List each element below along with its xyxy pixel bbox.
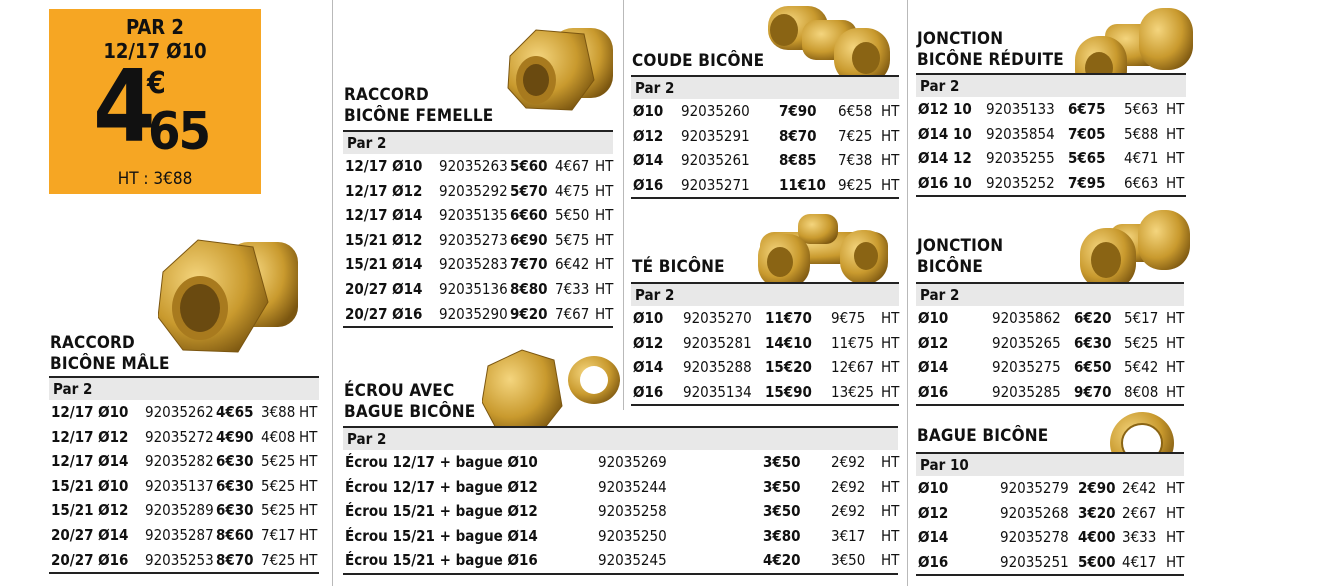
product-price: 6€75	[1068, 100, 1106, 118]
ht-suffix: HT	[595, 181, 614, 200]
product-price: 8€60	[216, 525, 254, 544]
product-ht-price: 5€17	[1124, 309, 1159, 327]
product-row	[343, 524, 898, 549]
section-title-coude: COUDE BICÔNE	[632, 51, 765, 71]
product-ht-price: 7€25	[838, 126, 873, 145]
product-price: 2€90	[1078, 479, 1116, 497]
product-size: Ø14	[918, 528, 949, 547]
par-header: Par 2	[916, 282, 1184, 306]
product-reference: 92035288	[683, 358, 752, 377]
product-price: 6€50	[1074, 358, 1112, 377]
product-ht-price: 5€25	[261, 452, 296, 471]
table-coude-bicone	[631, 75, 899, 199]
ht-suffix: HT	[1166, 124, 1185, 143]
ht-suffix: HT	[1166, 382, 1185, 401]
product-reference: 92035269	[598, 453, 667, 471]
product-row	[343, 228, 613, 253]
product-row	[916, 171, 1186, 196]
product-ht-price: 5€42	[1124, 358, 1159, 377]
table-ecrou-bague	[343, 426, 898, 575]
product-ht-price: 5€88	[1124, 124, 1159, 143]
product-ht-price: 3€17	[831, 526, 866, 545]
product-reference: 92035261	[681, 151, 750, 170]
product-reference: 92035292	[439, 181, 508, 200]
product-reference: 92035273	[439, 230, 508, 249]
product-size: Ø14	[918, 358, 949, 377]
ht-suffix: HT	[299, 476, 318, 495]
product-ht-price: 5€63	[1124, 100, 1159, 118]
table-raccord-male	[49, 376, 319, 574]
product-price: 8€85	[779, 151, 817, 170]
product-size: Ø10	[918, 309, 949, 327]
table-jonction-reduite	[916, 73, 1186, 197]
product-row	[343, 548, 898, 573]
product-reference: 92035245	[598, 551, 667, 570]
product-row	[631, 331, 899, 356]
product-reference: 92035255	[986, 149, 1055, 168]
ht-suffix: HT	[881, 358, 900, 377]
raccord-femelle-image	[506, 22, 616, 114]
product-row	[49, 523, 319, 548]
product-size: 15/21 Ø12	[51, 501, 129, 520]
title-line: BICÔNE FEMELLE	[344, 106, 494, 126]
raccord-male-image	[158, 232, 303, 362]
title-line: BICÔNE	[917, 257, 984, 277]
product-row	[916, 501, 1184, 526]
product-size: Écrou 15/21 + bague Ø14	[345, 526, 538, 545]
product-size: 12/17 Ø14	[51, 452, 129, 471]
product-row	[916, 550, 1184, 575]
product-ht-price: 7€38	[838, 151, 873, 170]
ht-suffix: HT	[299, 501, 318, 520]
product-price: 7€05	[1068, 124, 1106, 143]
ht-suffix: HT	[595, 230, 614, 249]
product-reference: 92035282	[145, 452, 214, 471]
product-price: 8€80	[510, 279, 548, 298]
product-ht-price: 2€67	[1122, 503, 1157, 522]
product-row	[343, 179, 613, 204]
product-price: 4€20	[763, 551, 801, 570]
product-ht-price: 3€50	[831, 551, 866, 570]
product-row	[631, 124, 899, 149]
ht-suffix: HT	[299, 525, 318, 544]
product-reference: 92035287	[145, 525, 214, 544]
product-price: 15€20	[765, 358, 812, 377]
product-row	[343, 450, 898, 475]
product-reference: 92035244	[598, 477, 667, 496]
product-size: 20/27 Ø16	[345, 304, 423, 323]
product-row	[916, 97, 1186, 122]
product-size: 20/27 Ø14	[345, 279, 423, 298]
product-reference: 92035854	[986, 124, 1055, 143]
ht-suffix: HT	[1166, 309, 1185, 327]
product-reference: 92035262	[145, 403, 214, 421]
product-price: 7€95	[1068, 173, 1106, 192]
par-header: Par 2	[49, 376, 319, 400]
product-reference: 92035136	[439, 279, 508, 298]
product-price: 8€70	[779, 126, 817, 145]
product-row	[916, 122, 1186, 147]
product-reference: 92035263	[439, 157, 508, 175]
ht-suffix: HT	[299, 452, 318, 471]
product-ht-price: 8€08	[1124, 382, 1159, 401]
product-size: Ø10	[633, 309, 664, 327]
product-reference: 92035289	[145, 501, 214, 520]
ht-suffix: HT	[299, 403, 318, 421]
product-reference: 92035272	[145, 427, 214, 446]
product-price: 11€10	[779, 175, 826, 194]
product-row	[49, 498, 319, 523]
column-divider	[907, 0, 908, 586]
section-title-te: TÉ BICÔNE	[632, 257, 725, 277]
product-size: Ø14 10	[918, 124, 972, 143]
section-title-jonction	[917, 236, 1003, 278]
product-price: 3€20	[1078, 503, 1116, 522]
product-row	[49, 425, 319, 450]
product-ht-price: 7€67	[555, 304, 590, 323]
par-header: Par 2	[343, 130, 613, 154]
product-price: 4€65	[216, 403, 254, 421]
product-ht-price: 11€75	[831, 333, 874, 352]
ht-suffix: HT	[881, 126, 900, 145]
title-line: BAGUE BICÔNE	[344, 402, 476, 422]
section-title-male	[50, 333, 170, 375]
product-row	[343, 154, 613, 179]
product-reference: 92035268	[1000, 503, 1069, 522]
product-row	[916, 380, 1184, 405]
table-jonction-bicone	[916, 282, 1184, 406]
product-ht-price: 3€88	[261, 403, 296, 421]
product-ht-price: 2€92	[831, 453, 866, 471]
promo-price-box	[49, 9, 261, 194]
product-row	[49, 548, 319, 573]
product-ht-price: 7€17	[261, 525, 296, 544]
product-ht-price: 4€71	[1124, 149, 1159, 168]
ht-suffix: HT	[881, 333, 900, 352]
product-ht-price: 9€75	[831, 309, 866, 327]
ht-suffix: HT	[1166, 173, 1185, 192]
product-size: Ø14	[633, 151, 664, 170]
product-size: 12/17 Ø12	[345, 181, 423, 200]
product-row	[916, 355, 1184, 380]
product-size: Ø12	[633, 126, 664, 145]
product-row	[916, 476, 1184, 501]
ht-suffix: HT	[881, 102, 900, 120]
product-ht-price: 2€42	[1122, 479, 1157, 497]
section-title-ecrou	[344, 381, 475, 423]
product-ht-price: 7€33	[555, 279, 590, 298]
product-size: Ø12	[918, 333, 949, 352]
product-reference: 92035278	[1000, 528, 1069, 547]
product-row	[49, 474, 319, 499]
column-divider	[332, 0, 333, 586]
product-price: 3€50	[763, 477, 801, 496]
title-line: RACCORD	[344, 85, 429, 105]
product-price: 6€60	[510, 206, 548, 225]
product-row	[343, 252, 613, 277]
product-ht-price: 4€67	[555, 157, 590, 175]
product-ht-price: 13€25	[831, 382, 874, 401]
product-reference: 92035258	[598, 502, 667, 521]
product-ht-price: 5€75	[555, 230, 590, 249]
product-price: 5€00	[1078, 552, 1116, 571]
product-reference: 92035252	[986, 173, 1055, 192]
ht-suffix: HT	[595, 279, 614, 298]
product-reference: 92035270	[683, 309, 752, 327]
product-price: 6€90	[510, 230, 548, 249]
product-price: 6€30	[1074, 333, 1112, 352]
product-reference: 92035135	[439, 206, 508, 225]
table-raccord-femelle	[343, 130, 613, 328]
ht-suffix: HT	[1166, 100, 1185, 118]
product-price: 7€90	[779, 102, 817, 120]
product-size: Ø16 10	[918, 173, 972, 192]
product-size: Ø14 12	[918, 149, 972, 168]
product-reference: 92035253	[145, 550, 214, 569]
ht-suffix: HT	[881, 526, 900, 545]
product-size: Ø16	[918, 382, 949, 401]
promo-quantity: PAR 2	[126, 15, 184, 39]
product-size: Ø16	[633, 175, 664, 194]
product-ht-price: 3€33	[1122, 528, 1157, 547]
product-row	[343, 277, 613, 302]
product-size: 15/21 Ø14	[345, 255, 423, 274]
product-price: 6€30	[216, 476, 254, 495]
product-reference: 92035285	[992, 382, 1061, 401]
product-ht-price: 4€75	[555, 181, 590, 200]
product-reference: 92035260	[681, 102, 750, 120]
ht-suffix: HT	[1166, 479, 1185, 497]
product-row	[343, 499, 898, 524]
product-size: 12/17 Ø14	[345, 206, 423, 225]
par-header: Par 2	[631, 282, 899, 306]
product-row	[631, 148, 899, 173]
product-ht-price: 7€25	[261, 550, 296, 569]
product-reference: 92035271	[681, 175, 750, 194]
ht-suffix: HT	[881, 309, 900, 327]
te-bicone-image	[758, 212, 890, 290]
ht-suffix: HT	[881, 453, 900, 471]
product-ht-price: 9€25	[838, 175, 873, 194]
product-price: 3€50	[763, 453, 801, 471]
product-row	[631, 306, 899, 331]
ht-suffix: HT	[595, 206, 614, 225]
product-row	[916, 146, 1186, 171]
ht-suffix: HT	[881, 502, 900, 521]
product-size: Ø12 10	[918, 100, 972, 118]
product-size: 15/21 Ø10	[51, 476, 129, 495]
section-title-bague: BAGUE BICÔNE	[917, 426, 1049, 446]
ht-suffix: HT	[1166, 358, 1185, 377]
product-price: 9€70	[1074, 382, 1112, 401]
section-title-femelle	[344, 85, 493, 127]
product-price: 15€90	[765, 382, 812, 401]
product-price: 14€10	[765, 333, 812, 352]
product-price: 6€30	[216, 501, 254, 520]
product-row	[49, 449, 319, 474]
ht-suffix: HT	[595, 157, 614, 175]
product-reference: 92035275	[992, 358, 1061, 377]
product-price: 4€00	[1078, 528, 1116, 547]
product-reference: 92035133	[986, 100, 1055, 118]
promo-currency: €	[147, 66, 166, 101]
product-size: Ø12	[918, 503, 949, 522]
promo-price-integer: 4	[93, 48, 152, 165]
product-row	[631, 99, 899, 124]
product-row	[631, 173, 899, 198]
product-ht-price: 6€63	[1124, 173, 1159, 192]
title-line: BICÔNE RÉDUITE	[917, 50, 1064, 70]
product-ht-price: 12€67	[831, 358, 874, 377]
product-size: Ø12	[633, 333, 664, 352]
product-price: 8€70	[216, 550, 254, 569]
product-size: 15/21 Ø12	[345, 230, 423, 249]
product-size: Écrou 12/17 + bague Ø12	[345, 477, 538, 496]
product-row	[916, 525, 1184, 550]
product-price: 6€20	[1074, 309, 1112, 327]
product-price: 5€65	[1068, 149, 1106, 168]
par-header: Par 10	[916, 452, 1184, 476]
product-reference: 92035134	[683, 382, 752, 401]
product-size: Écrou 15/21 + bague Ø16	[345, 551, 538, 570]
product-size: 20/27 Ø16	[51, 550, 129, 569]
ht-suffix: HT	[1166, 333, 1185, 352]
product-size: Ø10	[633, 102, 664, 120]
product-price: 5€70	[510, 181, 548, 200]
product-size: 12/17 Ø10	[51, 403, 129, 421]
ht-suffix: HT	[1166, 503, 1185, 522]
product-price: 11€70	[765, 309, 812, 327]
product-size: Ø16	[918, 552, 949, 571]
product-ht-price: 5€50	[555, 206, 590, 225]
product-ht-price: 4€17	[1122, 552, 1157, 571]
product-ht-price: 2€92	[831, 502, 866, 521]
promo-price-cents: 65	[148, 102, 210, 162]
product-reference: 92035251	[1000, 552, 1069, 571]
product-reference: 92035290	[439, 304, 508, 323]
product-size: Ø16	[633, 382, 664, 401]
title-line: JONCTION	[917, 236, 1004, 256]
product-price: 7€70	[510, 255, 548, 274]
product-size: 12/17 Ø10	[345, 157, 423, 175]
product-reference: 92035291	[681, 126, 750, 145]
product-size: 12/17 Ø12	[51, 427, 129, 446]
product-row	[916, 331, 1184, 356]
ht-suffix: HT	[881, 477, 900, 496]
ht-suffix: HT	[1166, 552, 1185, 571]
title-line: RACCORD	[50, 333, 135, 353]
table-te-bicone	[631, 282, 899, 406]
product-size: Ø14	[633, 358, 664, 377]
ht-suffix: HT	[595, 255, 614, 274]
product-reference: 92035283	[439, 255, 508, 274]
product-ht-price: 2€92	[831, 477, 866, 496]
ht-suffix: HT	[1166, 149, 1185, 168]
par-header: Par 2	[343, 426, 898, 450]
ht-suffix: HT	[595, 304, 614, 323]
product-row	[343, 475, 898, 500]
table-bague-bicone	[916, 452, 1184, 576]
promo-ht-price: HT : 3€88	[117, 169, 193, 189]
ht-suffix: HT	[1166, 528, 1185, 547]
product-row	[343, 302, 613, 327]
product-price: 5€60	[510, 157, 548, 175]
ht-suffix: HT	[299, 427, 318, 446]
product-price: 6€30	[216, 452, 254, 471]
title-line: JONCTION	[917, 29, 1004, 49]
product-row	[631, 380, 899, 405]
title-line: ÉCROU AVEC	[344, 381, 455, 401]
ecrou-bague-image	[482, 346, 622, 438]
product-size: Ø10	[918, 479, 949, 497]
ht-suffix: HT	[881, 175, 900, 194]
product-size: Écrou 15/21 + bague Ø12	[345, 502, 538, 521]
product-ht-price: 5€25	[261, 501, 296, 520]
product-price: 3€50	[763, 502, 801, 521]
ht-suffix: HT	[881, 382, 900, 401]
product-reference: 92035265	[992, 333, 1061, 352]
product-reference: 92035137	[145, 476, 214, 495]
product-ht-price: 4€08	[261, 427, 296, 446]
par-header: Par 2	[631, 75, 899, 99]
ht-suffix: HT	[881, 551, 900, 570]
product-row	[916, 306, 1184, 331]
product-reference: 92035279	[1000, 479, 1069, 497]
product-reference: 92035281	[683, 333, 752, 352]
column-divider	[623, 0, 624, 410]
product-row	[343, 203, 613, 228]
product-ht-price: 5€25	[261, 476, 296, 495]
product-ht-price: 5€25	[1124, 333, 1159, 352]
product-price: 4€90	[216, 427, 254, 446]
product-row	[49, 400, 319, 425]
product-price: 3€80	[763, 526, 801, 545]
product-row	[631, 355, 899, 380]
product-ht-price: 6€58	[838, 102, 873, 120]
product-size: 20/27 Ø14	[51, 525, 129, 544]
title-line: BICÔNE MÂLE	[50, 354, 170, 374]
product-reference: 92035250	[598, 526, 667, 545]
ht-suffix: HT	[881, 151, 900, 170]
product-price: 9€20	[510, 304, 548, 323]
product-size: Écrou 12/17 + bague Ø10	[345, 453, 538, 471]
product-ht-price: 6€42	[555, 255, 590, 274]
product-reference: 92035862	[992, 309, 1061, 327]
promo-size: 12/17 Ø10	[103, 39, 207, 63]
ht-suffix: HT	[299, 550, 318, 569]
par-header: Par 2	[916, 73, 1186, 97]
section-title-reduite	[917, 29, 1064, 71]
